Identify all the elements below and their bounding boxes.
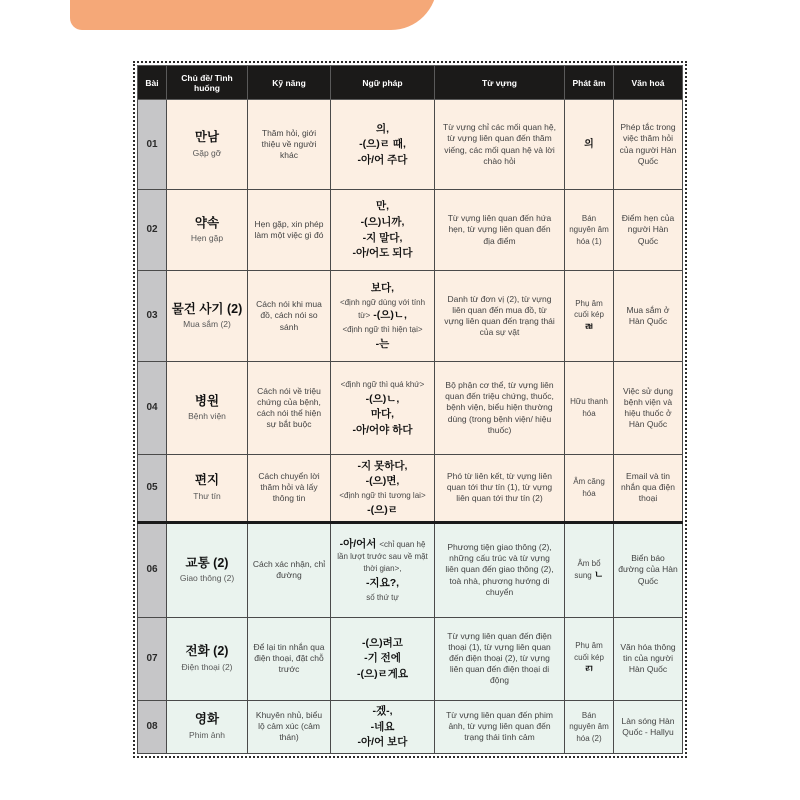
vietnamese-annotation: <định ngữ thì tương lai>	[339, 490, 426, 500]
grammar-line	[335, 636, 430, 650]
korean-text: -아/어서	[339, 538, 380, 551]
column-header: Bài	[138, 66, 167, 100]
korean-text: -(으)려고	[362, 636, 403, 649]
skills-cell: Cách chuyển lời thăm hỏi và lấy thông tin	[248, 455, 331, 523]
topic-korean: 병원	[194, 393, 220, 408]
vocabulary-cell: Từ vựng chỉ các mối quan hệ, từ vựng liên quan đến thăm viếng, các mối quan hệ và lời chào hỏi	[435, 100, 565, 190]
grammar-line	[335, 576, 430, 590]
table-row	[138, 455, 683, 523]
grammar-line	[335, 324, 430, 336]
topic-vietnamese: Mua sắm (2)	[183, 319, 231, 330]
grammar-line	[335, 337, 430, 351]
grammar-line	[335, 592, 430, 604]
grammar-line	[335, 199, 430, 213]
pronunciation-cell	[565, 271, 614, 362]
topic-korean: 약속	[194, 215, 220, 230]
column-header: Chủ đề/ Tình huống	[167, 66, 248, 100]
grammar-line	[335, 720, 430, 734]
topic-vietnamese: Bệnh viện	[188, 411, 226, 422]
culture-cell: Việc sử dụng bệnh viện và hiệu thuốc ở Hàn Quốc	[614, 362, 683, 455]
grammar-line	[335, 246, 430, 260]
vietnamese-annotation: Phụ âm cuối kép	[574, 298, 604, 320]
topic-cell	[167, 455, 248, 523]
pronunciation-cell	[565, 100, 614, 190]
korean-text: -기 전에	[364, 652, 401, 665]
vietnamese-annotation: Bán nguyên âm hóa (1)	[569, 213, 609, 246]
table-header-row	[138, 66, 683, 100]
culture-cell: Email và tin nhắn qua điện thoại	[614, 455, 683, 523]
topic-cell	[167, 522, 248, 617]
topic-cell	[167, 362, 248, 455]
skills-cell: Cách xác nhận, chỉ đường	[248, 522, 331, 617]
topic-cell	[167, 190, 248, 271]
topic-cell	[167, 271, 248, 362]
table-row	[138, 700, 683, 754]
korean-text: -아/어 주다	[357, 154, 408, 167]
grammar-line	[335, 667, 430, 681]
culture-cell: Điểm hẹn của người Hàn Quốc	[614, 190, 683, 271]
korean-text: -아/어야 하다	[352, 424, 413, 437]
grammar-line	[335, 281, 430, 295]
grammar-line	[335, 231, 430, 245]
korean-text: -네요	[370, 720, 395, 733]
vietnamese-annotation: số thứ tự	[366, 592, 399, 602]
column-header: Ngữ pháp	[331, 66, 435, 100]
korean-text: -(으)ㄴ,	[370, 309, 407, 322]
culture-cell: Văn hóa thông tin của người Hàn Quốc	[614, 617, 683, 700]
topic-korean: 만남	[194, 130, 220, 145]
topic-vietnamese: Phim ảnh	[189, 730, 225, 741]
korean-text: 보다,	[370, 281, 395, 294]
lesson-number-cell: 02	[138, 190, 167, 271]
syllabus-table-container	[133, 61, 687, 758]
grammar-line	[335, 122, 430, 136]
topic-vietnamese: Hẹn gặp	[190, 233, 224, 244]
vocabulary-cell: Bộ phận cơ thể, từ vựng liên quan đến triệu chứng, thuốc, bệnh viện, biểu hiện thường dùng (trong bệnh viện/ hiệu thuốc)	[435, 362, 565, 455]
vocabulary-cell: Phương tiện giao thông (2), những cấu trúc và từ vựng liên quan đến giao thông (2), toà nhà, phương hướng di chuyển	[435, 522, 565, 617]
skills-cell: Cách nói về triệu chứng của bệnh, cách nói thể hiện sự bắt buộc	[248, 362, 331, 455]
korean-text: 만,	[375, 200, 390, 213]
table-body	[138, 100, 683, 754]
topic-korean: 전화 (2)	[185, 644, 229, 659]
topic-korean: 편지	[194, 473, 220, 488]
korean-text: ㄼ	[584, 321, 594, 333]
grammar-line	[335, 297, 430, 323]
lesson-number-cell: 05	[138, 455, 167, 523]
vocabulary-cell: Phó từ liên kết, từ vựng liên quan tới thư tín (1), từ vựng liên quan tới thư tín (2)	[435, 455, 565, 523]
grammar-line	[335, 215, 430, 229]
korean-text: -(으)ㄹ게요	[356, 668, 409, 681]
culture-cell: Phép tắc trong việc thăm hỏi của người Hàn Quốc	[614, 100, 683, 190]
grammar-line	[335, 735, 430, 749]
topic-vietnamese: Thư tín	[193, 490, 221, 501]
syllabus-table	[137, 65, 683, 754]
korean-text: -(으)ㄴ,	[365, 392, 400, 405]
grammar-line	[335, 537, 430, 574]
vietnamese-annotation: <định ngữ thì hiện tại>	[342, 324, 423, 334]
grammar-line	[335, 474, 430, 488]
table-row	[138, 522, 683, 617]
pronunciation-cell	[565, 617, 614, 700]
korean-text: -아/어 보다	[357, 736, 408, 749]
grammar-cell	[331, 100, 435, 190]
grammar-line	[335, 392, 430, 406]
vocabulary-cell: Từ vựng liên quan đến điện thoại (1), từ vựng liên quan đến điện thoại (2), từ vựng liên quan đến điện thoại di động	[435, 617, 565, 700]
grammar-line	[335, 459, 430, 473]
page-corner-accent-shape	[70, 0, 437, 30]
grammar-cell	[331, 700, 435, 754]
korean-text: -(으)ㄹ	[367, 503, 398, 516]
pronunciation-cell	[565, 522, 614, 617]
pronunciation-cell	[565, 455, 614, 523]
topic-cell	[167, 700, 248, 754]
vocabulary-cell: Từ vựng liên quan đến hứa hẹn, từ vựng liên quan đến địa điểm	[435, 190, 565, 271]
lesson-number-cell: 04	[138, 362, 167, 455]
lesson-number-cell: 08	[138, 700, 167, 754]
skills-cell: Hẹn gặp, xin phép làm một việc gì đó	[248, 190, 331, 271]
vocabulary-cell: Từ vựng liên quan đến phim ảnh, từ vựng liên quan đến trạng thái tình cảm	[435, 700, 565, 754]
korean-text: -(으)ㄹ 때,	[359, 138, 406, 151]
grammar-cell	[331, 617, 435, 700]
korean-text: -겠-,	[372, 705, 393, 718]
lesson-number-cell: 07	[138, 617, 167, 700]
lesson-number-cell: 03	[138, 271, 167, 362]
grammar-cell	[331, 455, 435, 523]
grammar-cell	[331, 190, 435, 271]
pronunciation-cell	[565, 700, 614, 754]
culture-cell: Làn sóng Hàn Quốc - Hallyu	[614, 700, 683, 754]
culture-cell: Mua sắm ở Hàn Quốc	[614, 271, 683, 362]
vietnamese-annotation: Âm bổ sung	[574, 558, 601, 581]
topic-vietnamese: Giao thông (2)	[179, 573, 235, 584]
korean-text: -아/어도 되다	[352, 247, 413, 260]
topic-vietnamese: Điện thoại (2)	[181, 661, 233, 672]
topic-cell	[167, 100, 248, 190]
topic-cell	[167, 617, 248, 700]
pronunciation-cell	[565, 362, 614, 455]
table-row	[138, 100, 683, 190]
korean-text: -(으)면,	[365, 475, 400, 488]
topic-korean: 영화	[194, 712, 220, 727]
topic-vietnamese: Gặp gỡ	[192, 147, 222, 158]
vietnamese-annotation: <chỉ quan hệ lần lượt trước sau về mặt thời gian>,	[337, 540, 428, 573]
korean-text: -지요?,	[365, 576, 400, 589]
grammar-cell	[331, 522, 435, 617]
vietnamese-annotation: Hữu thanh hóa	[570, 397, 608, 418]
skills-cell: Thăm hỏi, giới thiệu về người khác	[248, 100, 331, 190]
topic-korean: 물건 사기 (2)	[171, 301, 243, 316]
vietnamese-annotation: Phụ âm cuối kép	[574, 641, 604, 662]
grammar-line	[335, 423, 430, 437]
table-row	[138, 617, 683, 700]
grammar-cell	[331, 271, 435, 362]
vietnamese-annotation: <định ngữ thì quá khứ>	[340, 379, 425, 389]
korean-text: -는	[375, 337, 390, 350]
korean-text: 의	[584, 138, 594, 150]
column-header: Văn hoá	[614, 66, 683, 100]
skills-cell: Khuyên nhủ, biểu lộ cảm xúc (cảm thán)	[248, 700, 331, 754]
column-header: Kỹ năng	[248, 66, 331, 100]
grammar-line	[335, 153, 430, 167]
pronunciation-cell	[565, 190, 614, 271]
korean-text: 의,	[375, 122, 390, 135]
vietnamese-annotation: Bán nguyên âm hóa (2)	[569, 710, 609, 743]
vietnamese-annotation: Âm căng hóa	[573, 477, 605, 498]
skills-cell: Để lại tin nhắn qua điện thoại, đặt chỗ trước	[248, 617, 331, 700]
grammar-line	[335, 379, 430, 391]
grammar-line	[335, 407, 430, 421]
korean-text: -지 못하다,	[357, 459, 408, 472]
column-header: Phát âm	[565, 66, 614, 100]
culture-cell: Biển báo đường của Hàn Quốc	[614, 522, 683, 617]
grammar-line	[335, 704, 430, 718]
korean-text: 마다,	[370, 408, 395, 421]
korean-text: ㄺ	[584, 664, 594, 676]
vocabulary-cell: Danh từ đơn vị (2), từ vựng liên quan đến mua đồ, từ vựng liên quan đến trạng thái của sự vật	[435, 271, 565, 362]
skills-cell: Cách nói khi mua đồ, cách nói so sánh	[248, 271, 331, 362]
topic-korean: 교통 (2)	[185, 555, 229, 570]
grammar-line	[335, 651, 430, 665]
table-row	[138, 190, 683, 271]
grammar-line	[335, 137, 430, 151]
korean-text: -지 말다,	[362, 231, 403, 244]
vietnamese-annotation: <định ngữ dùng với tính từ>	[339, 297, 426, 321]
table-row	[138, 271, 683, 362]
korean-text: ㄴ	[593, 570, 604, 582]
grammar-line	[335, 503, 430, 517]
column-header: Từ vựng	[435, 66, 565, 100]
grammar-line	[335, 490, 430, 502]
lesson-number-cell: 06	[138, 522, 167, 617]
grammar-cell	[331, 362, 435, 455]
table-row	[138, 362, 683, 455]
korean-text: -(으)니까,	[360, 216, 405, 229]
lesson-number-cell: 01	[138, 100, 167, 190]
